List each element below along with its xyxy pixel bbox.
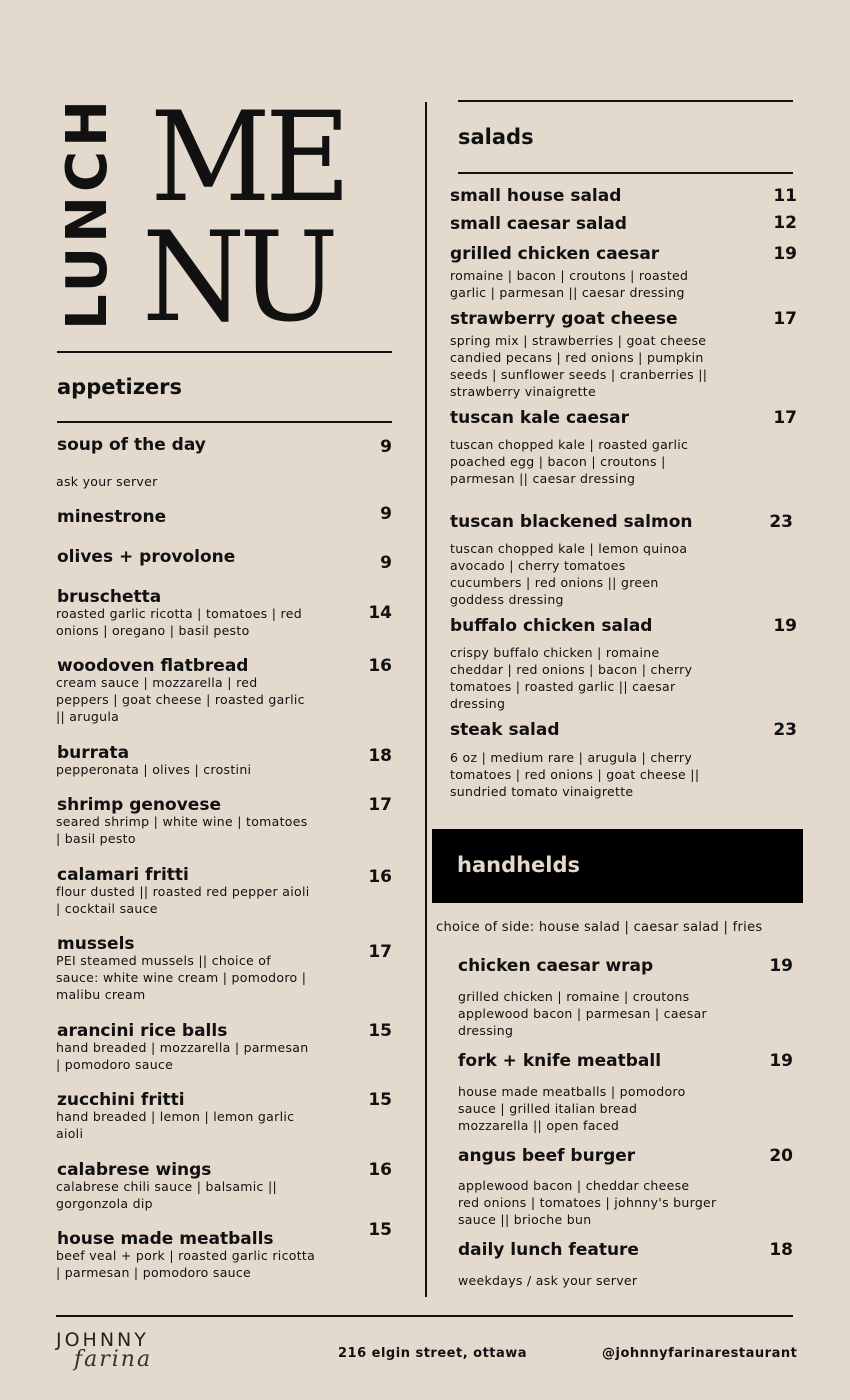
appetizers-bottom-rule (57, 421, 392, 423)
handheld-price: 19 (769, 956, 793, 976)
salad-name: small caesar salad (450, 214, 627, 234)
appetizer-desc: roasted garlic ricotta | tomatoes | red onions | oregano | basil pesto (56, 606, 302, 638)
handheld-desc: house made meatballs | pomodoro sauce | grilled italian bread mozzarella || open faced (458, 1084, 686, 1133)
appetizer-desc: flour dusted || roasted red pepper aioli | cocktail sauce (56, 884, 310, 916)
appetizer-name: arancini rice balls (57, 1021, 228, 1041)
appetizer-desc: hand breaded | lemon | lemon garlic aioli (56, 1109, 295, 1141)
handheld-name: angus beef burger (458, 1146, 636, 1166)
salad-price: 12 (773, 213, 797, 233)
appetizer-name: bruschetta (57, 587, 162, 607)
logo-wordmark-farina: farina (74, 1347, 153, 1372)
column-divider (425, 102, 427, 1297)
salad-name: small house salad (450, 186, 622, 206)
salad-name: buffalo chicken salad (450, 616, 653, 636)
appetizer-price: 16 (368, 656, 392, 676)
salad-name: tuscan blackened salmon (450, 512, 693, 532)
salad-price: 11 (773, 186, 797, 206)
handheld-name: chicken caesar wrap (458, 956, 654, 976)
appetizer-name: shrimp genovese (57, 795, 221, 815)
salad-desc: 6 oz | medium rare | arugula | cherry tomatoes | red onions | goat cheese || sundried tomato vinaigrette (450, 750, 700, 799)
salad-price: 17 (773, 408, 797, 428)
appetizer-name: zucchini fritti (57, 1090, 185, 1110)
appetizer-desc: PEI steamed mussels || choice of sauce: white wine cream | pomodoro | malibu cream (56, 953, 307, 1002)
appetizer-name: olives + provolone (57, 547, 236, 567)
salad-name: grilled chicken caesar (450, 244, 660, 264)
salad-price: 17 (773, 309, 797, 329)
salad-price: 23 (773, 720, 797, 740)
appetizer-price: 17 (368, 795, 392, 815)
appetizer-price: 15 (368, 1021, 392, 1041)
salad-price: 19 (773, 244, 797, 264)
appetizer-desc: seared shrimp | white wine | tomatoes | basil pesto (56, 814, 308, 846)
handheld-desc: applewood bacon | cheddar cheese red onions | tomatoes | johnny's burger sauce || brioche bun (458, 1178, 717, 1227)
salads-bottom-rule (458, 172, 793, 174)
appetizer-price: 18 (368, 746, 392, 766)
salad-price: 23 (769, 512, 793, 532)
salad-desc: romaine | bacon | croutons | roasted garlic | parmesan || caesar dressing (450, 268, 689, 300)
appetizer-name: burrata (57, 743, 130, 763)
salads-top-rule (458, 100, 793, 102)
appetizer-price: 17 (368, 942, 392, 962)
salad-desc: tuscan chopped kale | roasted garlic poached egg | bacon | croutons | parmesan || caesar dressing (450, 437, 689, 486)
appetizer-name: house made meatballs (57, 1229, 274, 1249)
salads-title: salads (458, 125, 534, 149)
handheld-desc: grilled chicken | romaine | croutons applewood bacon | parmesan | caesar dressing (458, 989, 707, 1038)
salad-desc: crispy buffalo chicken | romaine cheddar | red onions | bacon | cherry tomatoes | roasted garlic || caesar dressing (450, 645, 693, 711)
appetizer-price: 16 (368, 1160, 392, 1180)
handheld-price: 20 (769, 1146, 793, 1166)
appetizer-desc: pepperonata | olives | crostini (56, 762, 252, 777)
appetizer-name: mussels (57, 934, 135, 954)
handheld-price: 19 (769, 1051, 793, 1071)
appetizer-name: soup of the day (57, 435, 206, 455)
appetizer-desc: cream sauce | mozzarella | red peppers | goat cheese | roasted garlic || arugula (56, 675, 305, 724)
menu-heading-me: ME (150, 84, 345, 230)
salad-price: 19 (773, 616, 797, 636)
appetizer-name: minestrone (57, 507, 167, 527)
menu-heading-nu: NU (142, 204, 333, 350)
salad-name: steak salad (450, 720, 560, 740)
handheld-name: fork + knife meatball (458, 1051, 662, 1071)
appetizer-price: 9 (380, 504, 392, 524)
salad-desc: tuscan chopped kale | lemon quinoa avocado | cherry tomatoes cucumbers | red onions || green goddess dressing (450, 541, 688, 607)
appetizers-title: appetizers (57, 375, 183, 399)
appetizer-desc: hand breaded | mozzarella | parmesan | pomodoro sauce (56, 1040, 309, 1072)
appetizer-name: calamari fritti (57, 865, 189, 885)
appetizer-desc: beef veal + pork | roasted garlic ricotta | parmesan | pomodoro sauce (56, 1248, 316, 1280)
logo-wordmark-johnny: JOHNNY (56, 1329, 149, 1351)
appetizer-price: 16 (368, 867, 392, 887)
salad-desc: spring mix | strawberries | goat cheese candied pecans | red onions | pumpkin seeds | sunflower seeds | cranberries || strawberry vinaigrette (450, 333, 708, 399)
handhelds-side-note: choice of side: house salad | caesar salad | fries (436, 920, 763, 935)
appetizer-desc: ask your server (56, 474, 158, 489)
restaurant-social-handle: @johnnyfarinarestaurant (602, 1346, 798, 1361)
appetizer-name: woodoven flatbread (57, 656, 249, 676)
appetizer-price: 9 (380, 437, 392, 457)
appetizer-name: calabrese wings (57, 1160, 212, 1180)
handheld-price: 18 (769, 1240, 793, 1260)
appetizer-desc: calabrese chili sauce | balsamic || gorgonzola dip (56, 1179, 277, 1211)
lunch-heading: LUNCH (55, 96, 120, 330)
salad-name: strawberry goat cheese (450, 309, 678, 329)
salad-name: tuscan kale caesar (450, 408, 630, 428)
footer-rule (56, 1315, 793, 1317)
appetizer-price: 14 (368, 603, 392, 623)
appetizer-price: 9 (380, 553, 392, 573)
restaurant-address: 216 elgin street, ottawa (338, 1346, 528, 1361)
appetizer-price: 15 (368, 1090, 392, 1110)
handhelds-banner (432, 829, 803, 903)
handhelds-title: handhelds (457, 853, 581, 877)
appetizer-price: 15 (368, 1220, 392, 1240)
appetizers-top-rule (57, 351, 392, 353)
handheld-name: daily lunch feature (458, 1240, 639, 1260)
handheld-desc: weekdays / ask your server (458, 1273, 638, 1288)
